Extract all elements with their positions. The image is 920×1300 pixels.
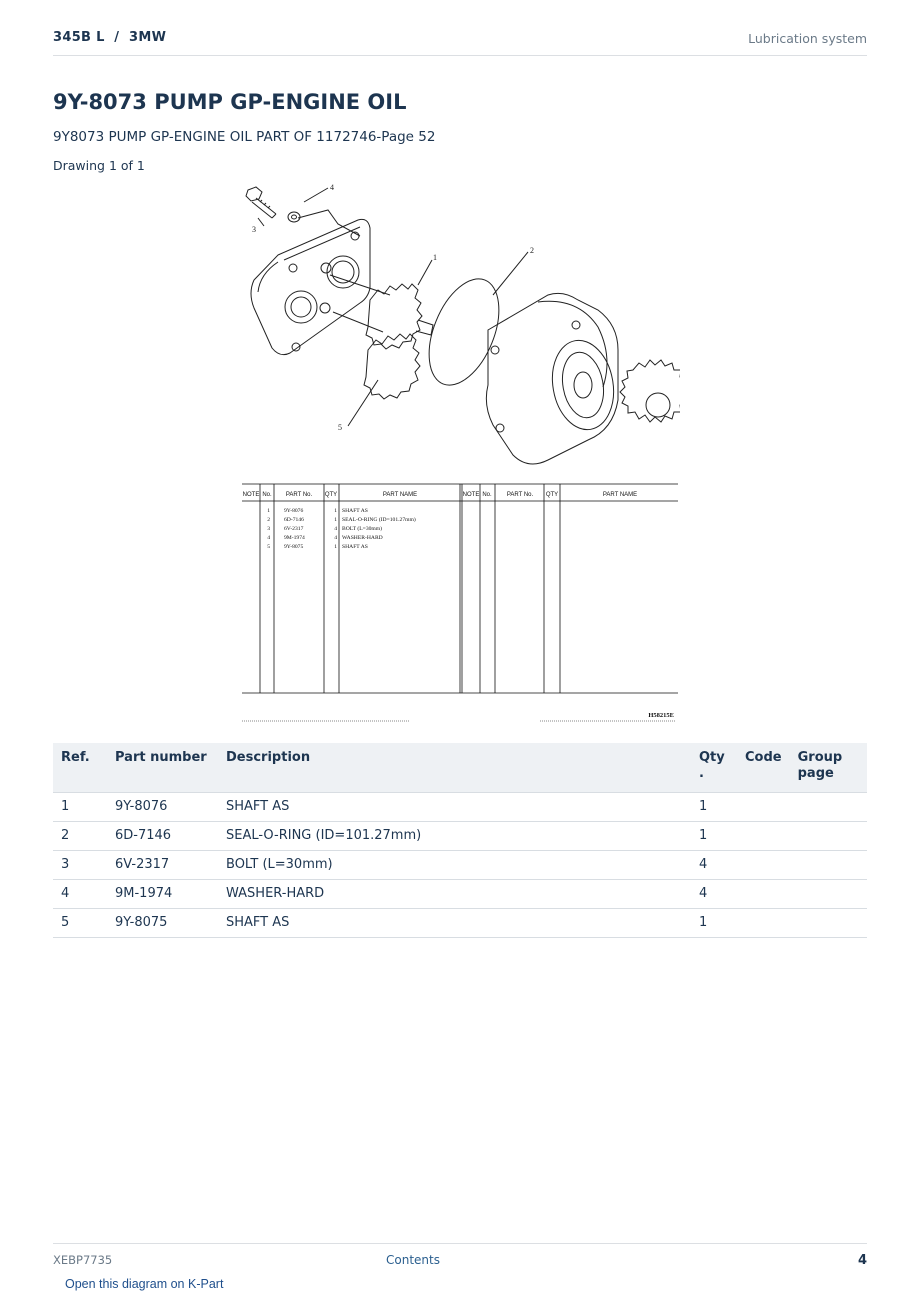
table-row: [53, 880, 867, 909]
cell-part-number: 9Y-8075: [107, 909, 218, 938]
cell-code: [737, 822, 790, 851]
col-ref: Ref.: [53, 743, 107, 793]
svg-text:2: 2: [267, 517, 270, 523]
svg-text:5: 5: [267, 544, 270, 550]
callout-2: 2: [530, 246, 534, 255]
svg-text:6V-2317: 6V-2317: [284, 526, 304, 532]
cell-code: [737, 909, 790, 938]
cell-group-page: [790, 851, 867, 880]
svg-text:4: 4: [334, 526, 337, 532]
parts-table: [53, 743, 867, 938]
table-row: [53, 851, 867, 880]
cell-group-page: [790, 880, 867, 909]
table-row: [53, 822, 867, 851]
svg-text:4: 4: [334, 535, 337, 541]
cell-ref: 5: [53, 909, 107, 938]
header-divider: [53, 55, 867, 56]
cell-qty: 1: [691, 822, 737, 851]
svg-text:1: 1: [334, 544, 337, 550]
cell-part-number: 9M-1974: [107, 880, 218, 909]
svg-text:4: 4: [267, 535, 270, 541]
svg-text:SEAL-O-RING (ID=101.27mm): SEAL-O-RING (ID=101.27mm): [342, 517, 416, 523]
col-description: Description: [218, 743, 691, 793]
page-title: 9Y-8073 PUMP GP-ENGINE OIL: [53, 90, 407, 114]
cell-group-page: [790, 793, 867, 822]
cell-group-page: [790, 909, 867, 938]
section-label: Lubrication system: [748, 31, 867, 46]
illustration-code: H58215E: [648, 712, 674, 719]
cell-ref: 2: [53, 822, 107, 851]
callout-3: 3: [252, 225, 256, 234]
footer-divider: [53, 1243, 867, 1244]
drive-gear-drawing: [366, 284, 433, 349]
legend-header-note-2: NOTE: [462, 492, 480, 498]
legend-header-qty: QTY: [324, 492, 338, 498]
o-ring-drawing: [415, 269, 513, 395]
callout-5: 5: [338, 423, 342, 432]
col-part-number: Part number: [107, 743, 218, 793]
callout-4: 4: [330, 183, 334, 192]
legend-row: [267, 508, 368, 514]
svg-text:1: 1: [334, 517, 337, 523]
legend-header-no-2: No.: [482, 492, 492, 498]
cell-description: SHAFT AS: [218, 909, 691, 938]
callout-1: 1: [433, 253, 437, 262]
svg-text:WASHER-HARD: WASHER-HARD: [342, 535, 383, 541]
legend-row: [267, 516, 416, 523]
legend-header-partno: PART No.: [285, 492, 313, 498]
svg-text:9Y-8075: 9Y-8075: [284, 544, 304, 550]
table-row: [53, 909, 867, 938]
svg-text:SHAFT AS: SHAFT AS: [342, 544, 368, 550]
legend-header-partno-2: PART No.: [506, 492, 534, 498]
parts-table-header: [53, 743, 867, 793]
catalogue-parts-legend: [240, 481, 680, 729]
cell-part-number: 6D-7146: [107, 822, 218, 851]
contents-link[interactable]: Contents: [386, 1253, 440, 1267]
cell-description: SEAL-O-RING (ID=101.27mm): [218, 822, 691, 851]
legend-row: [267, 525, 382, 532]
cell-qty: 1: [691, 909, 737, 938]
svg-text:9Y-8076: 9Y-8076: [284, 508, 304, 514]
pump-cover-drawing: [251, 210, 390, 355]
pump-body-drawing: [486, 293, 620, 464]
svg-text:BOLT (L=30mm): BOLT (L=30mm): [342, 526, 382, 532]
legend-header-partname: PART NAME: [382, 492, 418, 498]
svg-text:9M-1974: 9M-1974: [284, 535, 305, 541]
cell-group-page: [790, 822, 867, 851]
col-qty: Qty .: [691, 743, 737, 793]
cell-qty: 1: [691, 793, 737, 822]
cell-ref: 4: [53, 880, 107, 909]
legend-row: [267, 544, 368, 550]
washer-drawing: [288, 212, 300, 222]
cell-code: [737, 793, 790, 822]
cell-part-number: 9Y-8076: [107, 793, 218, 822]
cell-code: [737, 880, 790, 909]
bolt-drawing: [246, 187, 276, 218]
col-code: Code: [737, 743, 790, 793]
cell-part-number: 6V-2317: [107, 851, 218, 880]
svg-text:3: 3: [267, 526, 270, 532]
document-id: XEBP7735: [53, 1253, 113, 1267]
cell-description: SHAFT AS: [218, 793, 691, 822]
exploded-parts-diagram: [238, 180, 680, 472]
cell-qty: 4: [691, 851, 737, 880]
legend-header-partname-2: PART NAME: [602, 492, 638, 498]
cell-qty: 4: [691, 880, 737, 909]
cell-code: [737, 851, 790, 880]
cell-description: BOLT (L=30mm): [218, 851, 691, 880]
page-subtitle: 9Y8073 PUMP GP-ENGINE OIL PART OF 1172746-Page 52: [53, 129, 436, 145]
svg-text:1: 1: [334, 508, 337, 514]
legend-header-no: No.: [262, 492, 272, 498]
cell-ref: 3: [53, 851, 107, 880]
external-gear-drawing: [620, 360, 680, 422]
svg-text:6D-7146: 6D-7146: [284, 517, 304, 523]
drawing-count: Drawing 1 of 1: [53, 158, 145, 173]
cell-description: WASHER-HARD: [218, 880, 691, 909]
legend-row: [267, 535, 383, 541]
col-group-page: Group page: [790, 743, 867, 793]
page-number: 4: [857, 1253, 867, 1268]
open-in-k-part-link[interactable]: Open this diagram on K-Part: [65, 1277, 224, 1291]
svg-text:SHAFT AS: SHAFT AS: [342, 508, 368, 514]
legend-header-note: NOTE: [242, 492, 260, 498]
legend-header-qty-2: QTY: [545, 492, 559, 498]
svg-text:1: 1: [267, 508, 270, 514]
table-row: [53, 793, 867, 822]
cell-ref: 1: [53, 793, 107, 822]
model-label: 345B L / 3MW: [53, 30, 167, 45]
